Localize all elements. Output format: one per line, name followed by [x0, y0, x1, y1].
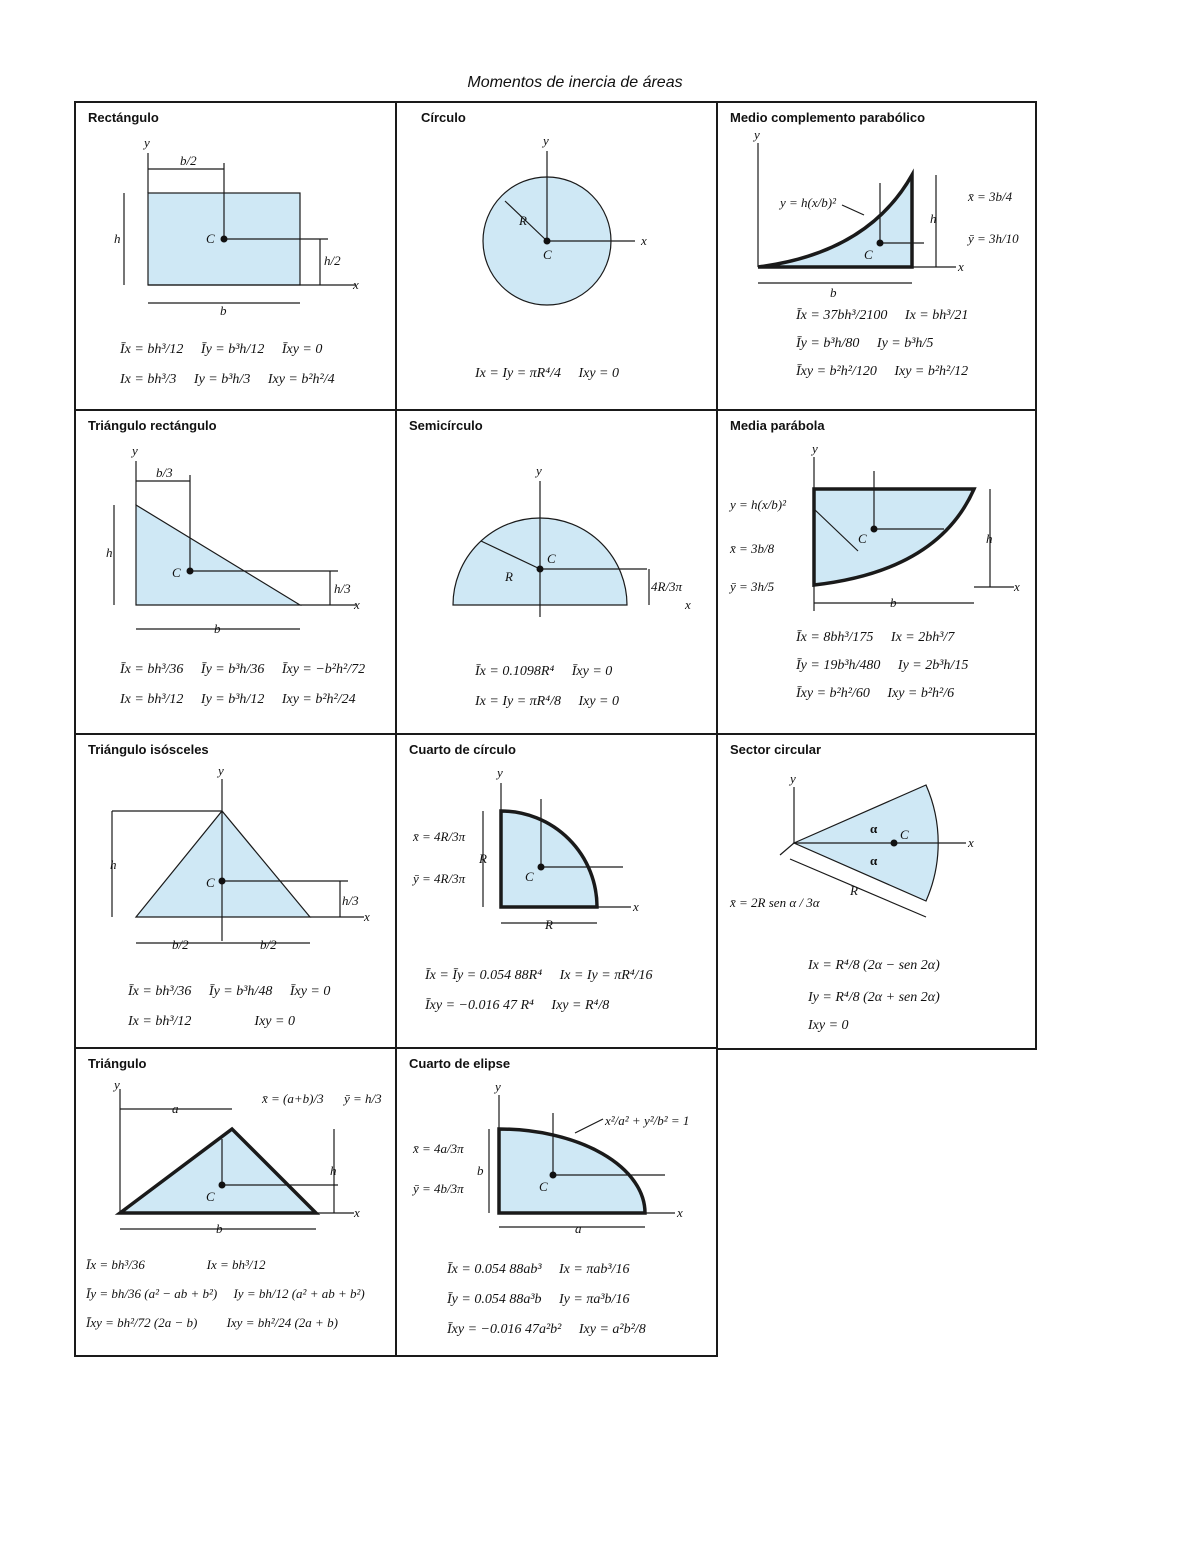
formula-line: Īx = bh³/12 Īy = b³h/12 Īxy = 0	[120, 342, 323, 357]
formula-line: Īy = bh/36 (a² − ab + b²) Iy = bh/12 (a² + ab + b²)	[86, 1285, 365, 1301]
axis-y-label: y	[495, 1079, 501, 1094]
dim-h-third: h/3	[334, 581, 351, 596]
formulas	[120, 341, 335, 389]
dim-h: h	[110, 857, 117, 872]
cell-title: Medio complemento parabólico	[730, 110, 926, 125]
cell-sector-circular	[716, 733, 1037, 1050]
ybar-formula: ȳ = 4R/3π	[413, 871, 466, 886]
axis-y-label: y	[218, 763, 224, 778]
centroid-label: C	[172, 565, 181, 580]
cell-title: Media parábola	[730, 418, 825, 433]
formula-line: Ix = bh³/3 Iy = b³h/3 Ixy = b²h²/4	[120, 372, 335, 388]
axis-y-label: y	[543, 133, 549, 148]
formula-line: Īx = bh³/36 Ix = bh³/12	[86, 1257, 266, 1272]
cell-cuarto-circulo	[395, 733, 718, 1050]
cell-triangulo	[74, 1047, 397, 1357]
formulas	[475, 663, 619, 711]
axis-x-label: x	[353, 277, 359, 292]
dim-b-half-right: b/2	[260, 937, 277, 952]
cell-title: Triángulo rectángulo	[88, 418, 217, 433]
centroid-label: C	[858, 531, 867, 546]
dim-b-third: b/3	[156, 465, 173, 480]
axis-x-label: x	[677, 1205, 683, 1220]
ybar-formula: ȳ = 3h/10	[968, 231, 1019, 246]
xbar-formula: x̄ = 3b/8	[730, 541, 775, 556]
formula-line: Ixy = 0	[808, 1018, 849, 1034]
alpha-lower: α	[870, 853, 878, 868]
ybar-formula: ȳ = 3h/5	[730, 579, 775, 594]
axis-x-label: x	[641, 233, 647, 248]
formula-line: Ix = R⁴/8 (2α − sen 2α)	[808, 958, 940, 973]
cell-media-parabola	[716, 409, 1037, 735]
dim-b-half-left: b/2	[172, 937, 189, 952]
dim-h: h	[106, 545, 113, 560]
dim-b: b	[220, 303, 227, 318]
radius-label: R	[850, 883, 858, 898]
axis-y-label: y	[114, 1077, 120, 1092]
cell-title: Cuarto de elipse	[409, 1056, 511, 1071]
axis-x-label: x	[685, 597, 691, 612]
dim-b: b	[214, 621, 221, 636]
dim-h: h	[986, 531, 993, 546]
dim-b: b	[477, 1163, 484, 1178]
dim-h: h	[330, 1163, 337, 1178]
dim-h-half: h/2	[324, 253, 341, 268]
formula-line: Īy = 19b³h/480 Iy = 2b³h/15	[796, 658, 969, 674]
formulas	[796, 629, 968, 704]
axis-y-label: y	[812, 441, 818, 456]
centroid-label: C	[206, 875, 215, 890]
centroid-label: C	[864, 247, 873, 262]
cell-title: Círculo	[421, 110, 466, 125]
dim-a: a	[575, 1221, 582, 1236]
formula-line: Īy = 0.054 88a³b Iy = πa³b/16	[447, 1292, 630, 1308]
dim-b-half: b/2	[180, 153, 197, 168]
axis-y-label: y	[754, 127, 760, 142]
axis-x-label: x	[968, 835, 974, 850]
axis-x-label: x	[633, 899, 639, 914]
formulas	[475, 365, 619, 383]
cell-rectangulo	[74, 101, 397, 411]
dim-b: b	[216, 1221, 223, 1236]
axis-y-label: y	[536, 463, 542, 478]
centroid-label: C	[525, 869, 534, 884]
cell-title: Semicírculo	[409, 418, 483, 433]
cell-title: Triángulo isósceles	[88, 742, 209, 757]
formula-line: Ix = bh³/12 Ixy = 0	[128, 1014, 295, 1030]
axis-x-label: x	[958, 259, 964, 274]
cell-title: Rectángulo	[88, 110, 159, 125]
formulas	[808, 957, 940, 1036]
axis-x-label: x	[1014, 579, 1020, 594]
formulas	[425, 967, 653, 1015]
cell-semicirculo	[395, 409, 718, 735]
cell-title: Cuarto de círculo	[409, 742, 516, 757]
axis-y-label: y	[144, 135, 150, 150]
xbar-formula: x̄ = 3b/4	[968, 189, 1013, 204]
formula-line: Īxy = bh²/72 (2a − b) Ixy = bh²/24 (2a + b)	[86, 1314, 338, 1330]
dim-h: h	[114, 231, 121, 246]
centroid-label: C	[543, 247, 552, 262]
formula-line: Īx = 0.054 88ab³ Ix = πab³/16	[447, 1262, 630, 1277]
axis-x-label: x	[354, 1205, 360, 1220]
axis-y-label: y	[790, 771, 796, 786]
centroid-label: C	[206, 231, 215, 246]
centroid-label: C	[900, 827, 909, 842]
xbar-formula: x̄ = 4R/3π	[413, 829, 466, 844]
formula-line: Īxy = −0.016 47a²b² Ixy = a²b²/8	[447, 1322, 646, 1338]
curve-equation: y = h(x/b)²	[730, 497, 786, 512]
formula-line: Īxy = b²h²/120 Ixy = b²h²/12	[796, 364, 969, 380]
formulas	[120, 661, 365, 709]
ellipse-equation: x²/a² + y²/b² = 1	[605, 1113, 690, 1128]
formulas	[128, 983, 330, 1031]
cell-circulo	[395, 101, 718, 411]
cell-cuarto-elipse	[395, 1047, 718, 1357]
xbar-formula: x̄ = 2R sen α / 3α	[730, 895, 820, 910]
dim-h-third: h/3	[342, 893, 359, 908]
centroid-label: C	[206, 1189, 215, 1204]
formula-line: Īx = Īy = 0.054 88R⁴ Ix = Iy = πR⁴/16	[425, 968, 653, 983]
formulas	[447, 1261, 646, 1340]
ybar-formula: ȳ = 4b/3π	[413, 1181, 464, 1196]
dim-a: a	[172, 1101, 179, 1116]
formula-line: Īxy = b²h²/60 Ixy = b²h²/6	[796, 686, 955, 702]
formulas	[796, 307, 968, 382]
formulas	[86, 1257, 365, 1332]
dim-centroid: 4R/3π	[651, 579, 683, 594]
dim-h: h	[930, 211, 937, 226]
formula-line: Īx = 37bh³/2100 Ix = bh³/21	[796, 308, 969, 323]
cell-title: Triángulo	[88, 1056, 147, 1071]
formula-line: Īx = bh³/36 Īy = b³h/36 Īxy = −b²h²/72	[120, 662, 366, 677]
curve-equation: y = h(x/b)²	[780, 195, 836, 210]
cell-medio-complemento	[716, 101, 1037, 411]
cell-triangulo-isosceles	[74, 733, 397, 1050]
ybar-formula: ȳ = h/3	[344, 1091, 382, 1106]
axis-y-label: y	[132, 443, 138, 458]
radius-label: R	[505, 569, 513, 584]
dim-r-vertical: R	[479, 851, 487, 866]
dim-b: b	[890, 595, 897, 610]
cell-title: Sector circular	[730, 742, 822, 757]
formula-line: Īx = bh³/36 Īy = b³h/48 Īxy = 0	[128, 984, 331, 999]
formula-line: Ix = Iy = πR⁴/8 Ixy = 0	[475, 694, 620, 710]
xbar-formula: x̄ = (a+b)/3	[262, 1091, 324, 1106]
formula-line: Īx = 0.1098R⁴ Īxy = 0	[475, 664, 613, 679]
centroid-label: C	[547, 551, 556, 566]
centroid-label: C	[539, 1179, 548, 1194]
axis-x-label: x	[364, 909, 370, 924]
axis-x-label: x	[354, 597, 360, 612]
dim-r-horizontal: R	[545, 917, 553, 932]
formula-line: Ix = Iy = πR⁴/4 Ixy = 0	[475, 366, 620, 381]
axis-y-label: y	[497, 765, 503, 780]
formula-line: Īxy = −0.016 47 R⁴ Ixy = R⁴/8	[425, 998, 610, 1014]
radius-label: R	[519, 213, 527, 228]
formula-line: Īy = b³h/80 Iy = b³h/5	[796, 336, 934, 352]
cell-triangulo-rectangulo	[74, 409, 397, 735]
dim-b: b	[830, 285, 837, 300]
formula-line: Iy = R⁴/8 (2α + sen 2α)	[808, 990, 940, 1006]
document-title: Momentos de inercia de áreas	[467, 74, 683, 91]
formula-line: Ix = bh³/12 Iy = b³h/12 Ixy = b²h²/24	[120, 692, 356, 708]
xbar-formula: x̄ = 4a/3π	[413, 1141, 464, 1156]
formula-line: Īx = 8bh³/175 Ix = 2bh³/7	[796, 630, 955, 645]
alpha-upper: α	[870, 821, 878, 836]
